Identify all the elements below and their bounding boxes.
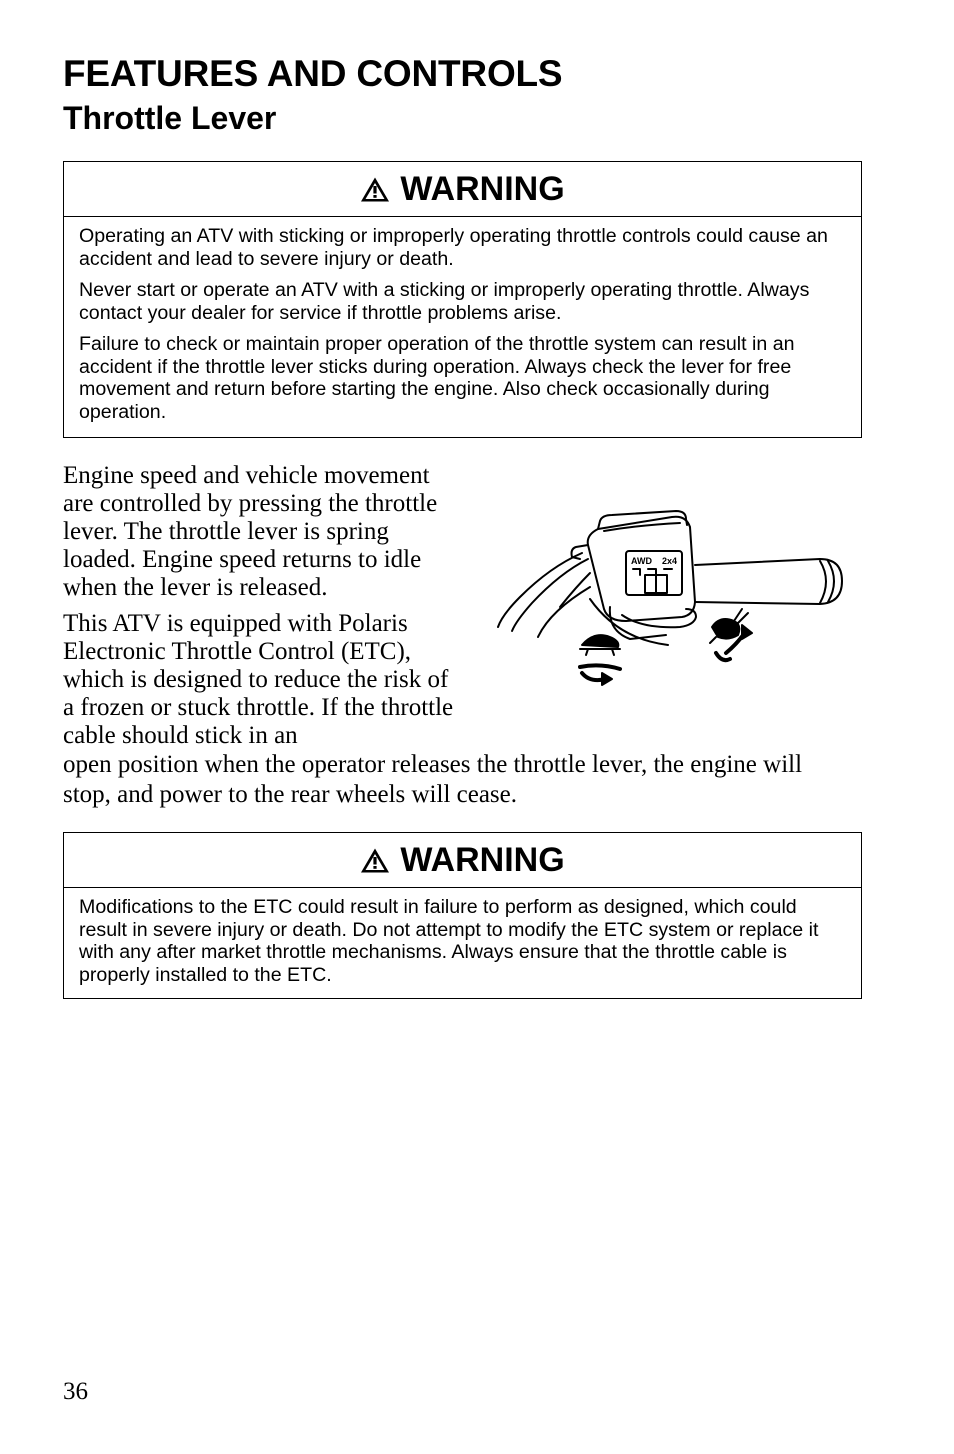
rabbit-icon	[710, 609, 752, 660]
section-title: FEATURES AND CONTROLS	[63, 53, 563, 94]
warning-paragraph: Failure to check or maintain proper operation of the throttle system can result in an accident if the throttle lever sticks during operation. Always check the lever for free movement and return before starting the engine. Also check occasionally during operation.	[79, 333, 795, 423]
switch-label-2x4: 2x4	[662, 556, 678, 566]
warning-label: WARNING	[400, 170, 565, 208]
body-paragraph: This ATV is equipped with Polaris Electronic Throttle Control (ETC), which is designed to reduce the risk of a frozen or stuck throttle. If the throttle cable should stick in an	[63, 610, 454, 749]
sub-title: Throttle Lever	[63, 100, 277, 136]
warning-body	[64, 217, 861, 423]
body-paragraph-continued: open position when the operator releases the throttle lever, the engine will stop, and power to the rear wheels will cease.	[63, 751, 803, 808]
warning-paragraph: Operating an ATV with sticking or improperly operating throttle controls could cause an accident and lead to severe injury or death.	[79, 225, 828, 270]
warning-box	[63, 161, 862, 438]
body-paragraph: Engine speed and vehicle movement are controlled by pressing the throttle lever. The throttle lever is spring loaded. Engine speed returns to idle when the lever is released.	[63, 462, 438, 601]
warning-triangle-icon	[360, 847, 390, 874]
warning-triangle-icon	[360, 176, 390, 203]
warning-box	[63, 832, 862, 999]
warning-body	[64, 888, 861, 986]
page-number: 36	[63, 1378, 88, 1405]
warning-paragraph: Modifications to the ETC could result in failure to perform as designed, which could result in severe injury or death. Do not attempt to modify the ETC system or replace it with any after market throttle mechanisms. Always ensure that the throttle cable is properly installed to the ETC.	[79, 896, 819, 986]
warning-header	[64, 162, 861, 217]
switch-label-awd: AWD	[631, 556, 652, 566]
warning-label: WARNING	[400, 841, 565, 879]
turtle-icon	[580, 635, 620, 685]
warning-paragraph: Never start or operate an ATV with a sticking or improperly operating throttle. Always contact your dealer for service if throttle problems arise.	[79, 279, 810, 324]
warning-header	[64, 833, 861, 888]
throttle-control-illustration	[490, 507, 850, 687]
